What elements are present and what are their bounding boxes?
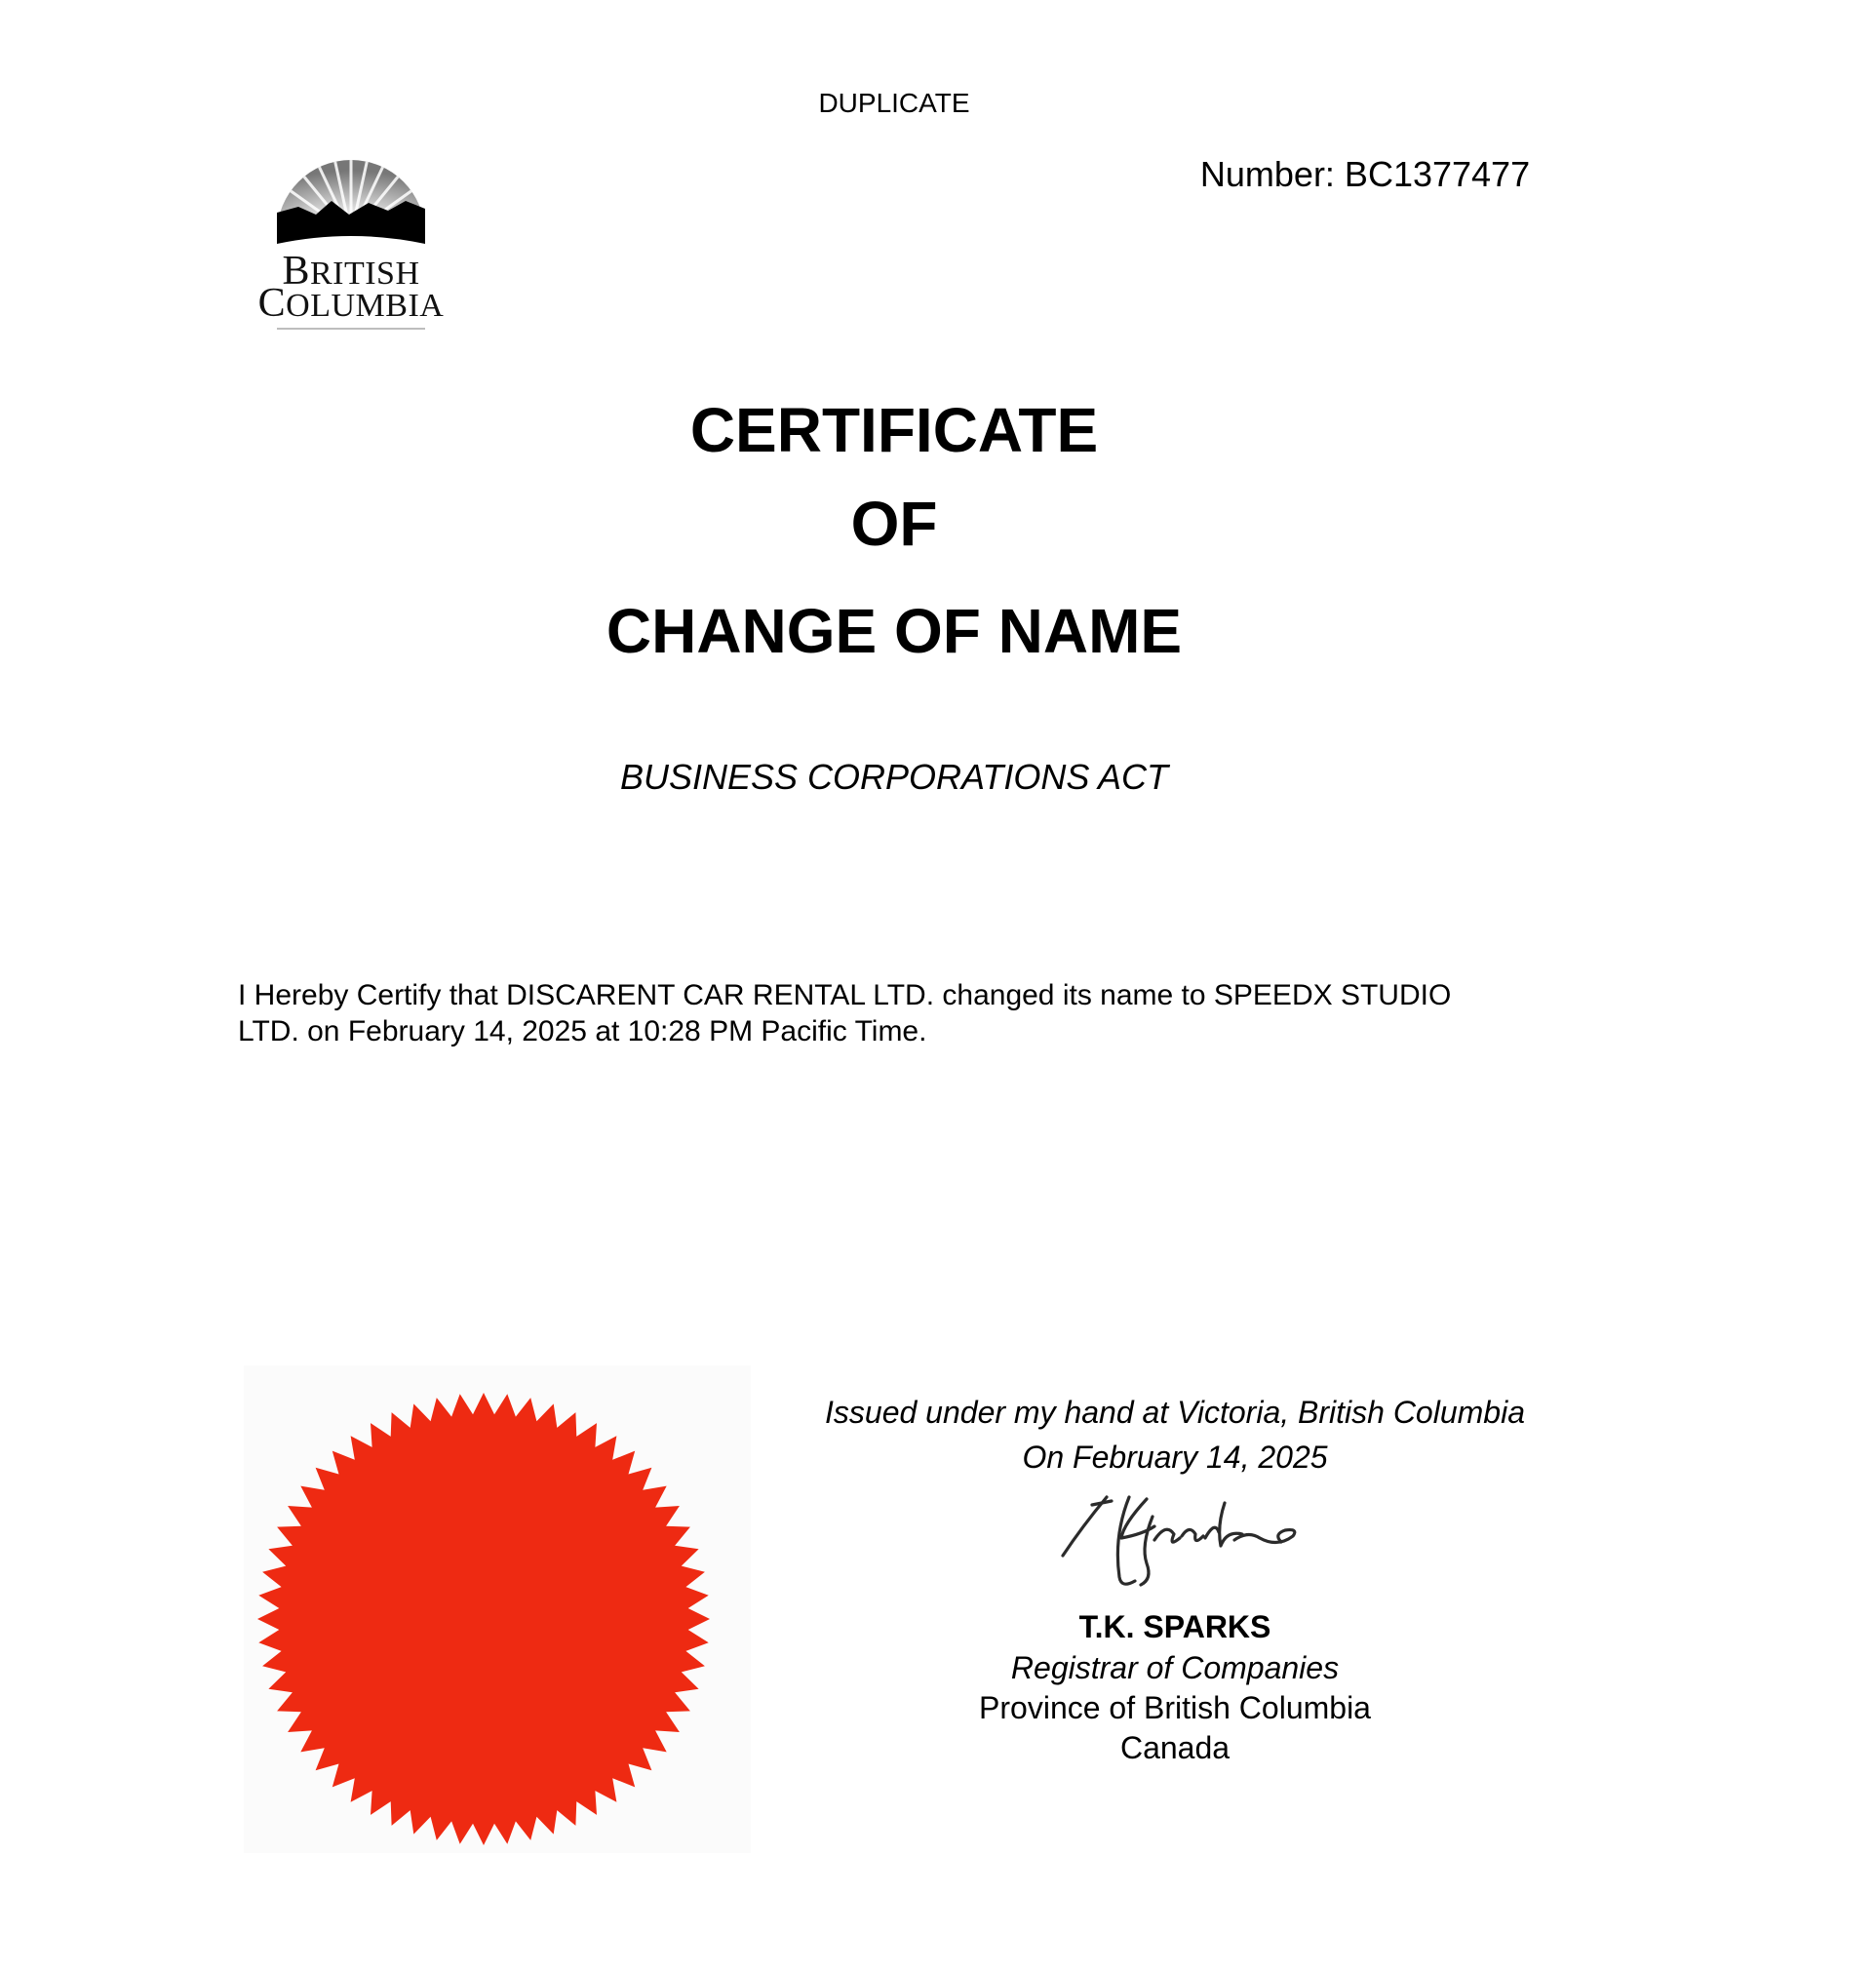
registrar-title: Registrar of Companies — [1010, 1650, 1340, 1685]
issued-location: Issued under my hand at Victoria, British Columbia — [825, 1395, 1525, 1430]
logo-text-columbia: COLUMBIA — [257, 281, 445, 326]
act-name: BUSINESS CORPORATIONS ACT — [619, 757, 1169, 797]
signature-icon — [1053, 1487, 1307, 1595]
logo-underline — [277, 328, 425, 330]
country-name: Canada — [1119, 1730, 1231, 1765]
duplicate-label: DUPLICATE — [818, 88, 970, 118]
sun-mountain-icon — [234, 146, 468, 254]
title-line-certificate: CERTIFICATE — [689, 395, 1099, 465]
red-seal — [244, 1365, 751, 1853]
british-columbia-logo — [234, 146, 468, 332]
certification-line-1: I Hereby Certify that DISCARENT CAR RENTAL LTD. changed its name to SPEEDX STUDIO — [238, 979, 1452, 1011]
title-line-change-of-name: CHANGE OF NAME — [606, 596, 1183, 666]
seal-icon — [244, 1365, 751, 1853]
logo-text-british: BRITISH — [282, 249, 420, 294]
issued-date: On February 14, 2025 — [1022, 1440, 1328, 1475]
registrar-signature — [1053, 1487, 1307, 1595]
certificate-number: Number: BC1377477 — [1199, 154, 1531, 194]
province-name: Province of British Columbia — [979, 1690, 1371, 1725]
certification-statement — [238, 977, 1544, 1049]
certification-line-2: LTD. on February 14, 2025 at 10:28 PM Pacific Time. — [238, 1015, 927, 1047]
title-line-of: OF — [850, 489, 938, 559]
registrar-name: T.K. SPARKS — [1078, 1609, 1271, 1644]
